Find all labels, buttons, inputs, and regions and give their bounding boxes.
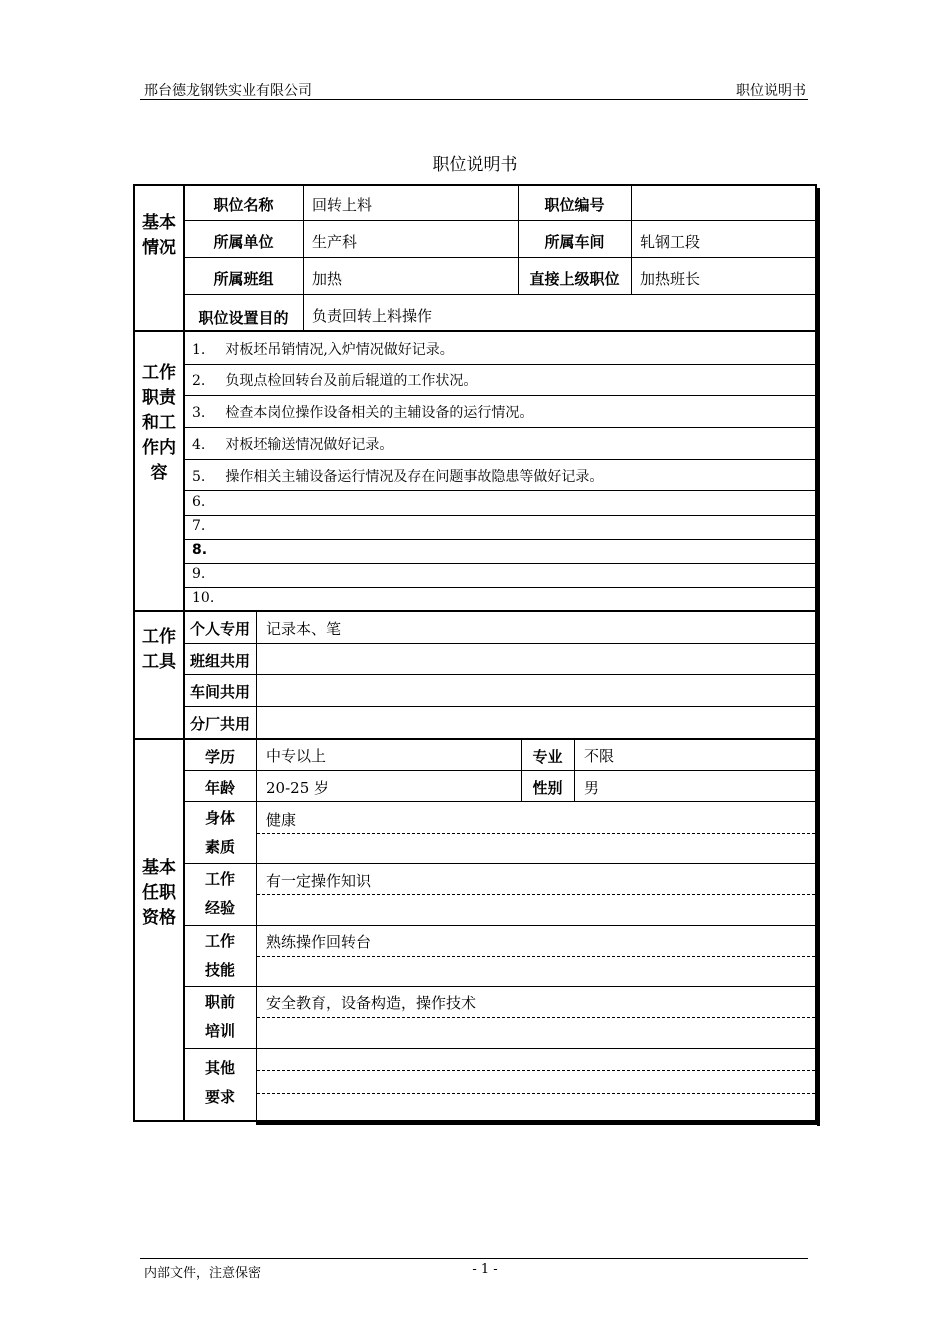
section-qualifications: 基本任职资格 [142, 858, 176, 928]
position-name-value: 回转上料 [312, 196, 373, 214]
major-label: 专业 [532, 748, 563, 766]
duty-number: 6. [192, 494, 206, 510]
team-value: 加热 [312, 270, 343, 288]
page-number: - 1 - [472, 1262, 498, 1277]
tool-workshop-label: 车间共用 [189, 683, 250, 701]
confidential-note: 内部文件，注意保密 [144, 1266, 262, 1281]
duty-item [192, 590, 214, 606]
duty-item [192, 402, 533, 422]
tool-personal-value: 记录本、笔 [266, 620, 342, 638]
duty-number: 7. [192, 518, 206, 534]
physical-value: 健康 [266, 811, 297, 829]
section-divider [133, 610, 817, 612]
other-label: 其他 要求 [204, 1059, 235, 1106]
duty-item [192, 494, 205, 510]
header-rule [140, 99, 808, 100]
dashed-line [257, 1070, 815, 1071]
duty-text: 检查本岗位操作设备相关的主辅设备的运行情况。 [225, 405, 534, 421]
header-doc-type: 职位说明书 [736, 83, 806, 99]
section-divider [133, 330, 817, 332]
tool-team-label: 班组共用 [189, 652, 250, 670]
duty-number: 2. [192, 373, 206, 389]
age-label: 年龄 [204, 779, 235, 797]
experience-value: 有一定操作知识 [266, 872, 372, 890]
purpose-value: 负责回转上料操作 [312, 307, 433, 325]
grid-line [184, 539, 816, 540]
age-value: 20-25 岁 [266, 779, 330, 797]
grid-line [631, 186, 632, 294]
duty-item [192, 518, 205, 534]
duty-number: 9. [192, 566, 206, 582]
duty-text: 对板坯输送情况做好记录。 [225, 437, 394, 453]
workshop-label: 所属车间 [544, 233, 605, 251]
purpose-label: 职位设置目的 [198, 309, 289, 327]
grid-line [184, 863, 816, 864]
gender-label: 性别 [532, 779, 563, 797]
duty-number: 10. [192, 590, 215, 606]
supervisor-label: 直接上级职位 [529, 270, 620, 288]
duty-item [192, 566, 205, 582]
grid-line [184, 706, 816, 707]
duty-number: 5. [192, 469, 206, 485]
duty-item [192, 542, 207, 558]
dashed-line [257, 1017, 815, 1018]
section-tools: 工作工具 [142, 627, 176, 672]
duty-item [192, 370, 477, 390]
duty-text: 对板坯吊销情况,入炉情况做好记录。 [225, 342, 454, 358]
grid-line [256, 612, 257, 738]
workshop-value: 轧钢工段 [640, 233, 701, 251]
dashed-line [257, 833, 815, 834]
duty-number: 3. [192, 405, 206, 421]
supervisor-value: 加热班长 [640, 270, 701, 288]
tool-personal-label: 个人专用 [189, 620, 250, 638]
table-shadow-bottom [256, 1122, 820, 1125]
grid-line [303, 294, 304, 330]
grid-line [184, 674, 816, 675]
grid-line [184, 1048, 816, 1049]
section-duties: 工作职责和工作内容 [142, 363, 176, 483]
duty-number: 8. [192, 542, 208, 558]
grid-line [184, 459, 816, 460]
grid-line [184, 427, 816, 428]
skills-value: 熟练操作回转台 [266, 933, 372, 951]
grid-line [184, 490, 816, 491]
grid-line [184, 587, 816, 588]
dashed-line [257, 1093, 815, 1094]
table-shadow-right [817, 188, 820, 1126]
grid-line [184, 563, 816, 564]
skills-label: 工作 技能 [204, 932, 235, 979]
grid-line [184, 220, 816, 221]
duty-item [192, 434, 393, 454]
tool-plant-label: 分厂共用 [189, 715, 250, 733]
footer-rule [140, 1258, 808, 1259]
duty-text: 操作相关主辅设备运行情况及存在问题事故隐患等做好记录。 [225, 469, 604, 485]
section-divider [133, 738, 817, 740]
grid-line [184, 986, 816, 987]
dashed-line [257, 894, 815, 895]
position-code-label: 职位编号 [544, 196, 605, 214]
education-label: 学历 [204, 748, 235, 766]
grid-line [184, 770, 816, 771]
company-name: 邢台德龙钢铁实业有限公司 [144, 83, 312, 99]
gender-value: 男 [584, 779, 600, 797]
section-basic-info: 基本情况 [142, 213, 176, 258]
grid-line [184, 925, 816, 926]
major-value: 不限 [584, 747, 615, 765]
training-value: 安全教育，设备构造，操作技术 [266, 994, 477, 1012]
education-value: 中专以上 [266, 747, 327, 765]
grid-line [184, 257, 816, 258]
document-title: 职位说明书 [432, 155, 518, 175]
duty-text: 负现点检回转台及前后辊道的工作状况。 [225, 373, 478, 389]
physical-label: 身体 素质 [204, 809, 235, 856]
grid-line [256, 740, 257, 1122]
grid-line [184, 364, 816, 365]
dashed-line [257, 956, 815, 957]
grid-line [184, 801, 816, 802]
position-name-label: 职位名称 [213, 196, 274, 214]
team-label: 所属班组 [213, 270, 274, 288]
experience-label: 工作 经验 [204, 870, 235, 917]
unit-value: 生产科 [312, 233, 358, 251]
duty-item [192, 466, 603, 486]
unit-label: 所属单位 [213, 233, 274, 251]
grid-line [184, 395, 816, 396]
duty-number: 4. [192, 437, 206, 453]
duty-number: 1. [192, 342, 206, 358]
grid-line [184, 294, 816, 295]
grid-line [184, 515, 816, 516]
grid-line [184, 643, 816, 644]
duty-item [192, 339, 454, 359]
training-label: 职前 培训 [204, 993, 235, 1040]
grid-line [303, 186, 304, 294]
